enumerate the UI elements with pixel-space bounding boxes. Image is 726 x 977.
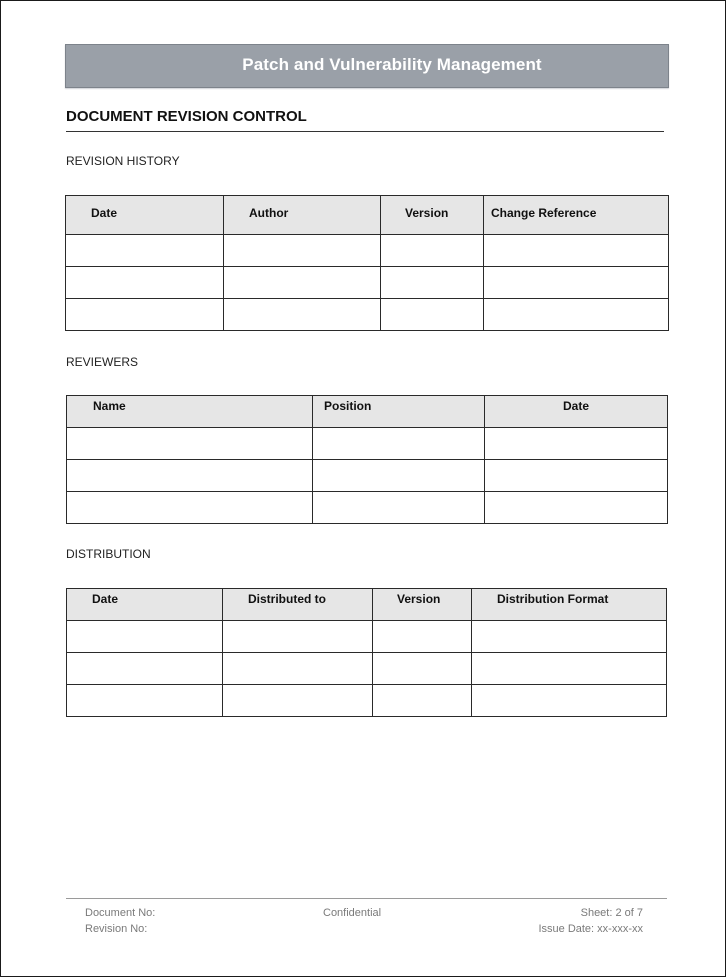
- reviewers-heading: REVIEWERS: [66, 355, 139, 369]
- table-cell[interactable]: [472, 621, 667, 653]
- reviewers-table: [66, 395, 668, 524]
- column-header-version: [381, 196, 484, 235]
- table-cell[interactable]: [485, 428, 668, 460]
- table-row: [66, 267, 669, 299]
- column-header-label: Date: [91, 206, 118, 220]
- table-row: [67, 460, 668, 492]
- table-cell[interactable]: [67, 653, 223, 685]
- table-cell[interactable]: [313, 428, 485, 460]
- column-header-label: Version: [397, 592, 441, 606]
- table-cell[interactable]: [381, 235, 484, 267]
- table-cell[interactable]: [67, 621, 223, 653]
- column-header-change-reference: [484, 196, 669, 235]
- table-cell[interactable]: [484, 235, 669, 267]
- table-cell[interactable]: [67, 685, 223, 717]
- column-header-author: [224, 196, 381, 235]
- table-cell[interactable]: [223, 653, 373, 685]
- table-cell[interactable]: [66, 299, 224, 331]
- table-cell[interactable]: [472, 653, 667, 685]
- table-cell[interactable]: [381, 299, 484, 331]
- table-cell[interactable]: [484, 299, 669, 331]
- table-cell[interactable]: [224, 299, 381, 331]
- section-title: DOCUMENT REVISION CONTROL: [66, 108, 307, 125]
- table-cell[interactable]: [373, 653, 472, 685]
- revision-history-table: [65, 195, 669, 331]
- table-cell[interactable]: [472, 685, 667, 717]
- table-cell[interactable]: [485, 460, 668, 492]
- column-header-label: Name: [93, 399, 126, 413]
- column-header-position: [313, 396, 485, 428]
- column-header-label: Date: [562, 399, 589, 413]
- table-row: [67, 492, 668, 524]
- footer-document-no: Document No:: [85, 907, 156, 919]
- column-header-date: [67, 589, 223, 621]
- table-cell[interactable]: [484, 267, 669, 299]
- table-row: [66, 235, 669, 267]
- footer-classification: Confidential: [323, 907, 382, 919]
- table-header-row: [67, 589, 667, 621]
- distribution-heading: DISTRIBUTION: [66, 547, 151, 561]
- column-header-label: Position: [324, 399, 372, 413]
- table-header-row: [67, 396, 668, 428]
- column-header-version: [373, 589, 472, 621]
- column-header-label: Date: [92, 592, 119, 606]
- table-cell[interactable]: [67, 428, 313, 460]
- column-header-date: [485, 396, 668, 428]
- table-cell[interactable]: [223, 685, 373, 717]
- table-row: [67, 621, 667, 653]
- distribution-table: [66, 588, 667, 717]
- title-banner: [65, 44, 669, 88]
- footer-revision-no: Revision No:: [85, 923, 148, 935]
- table-cell[interactable]: [381, 267, 484, 299]
- footer-issue-date: Issue Date: xx-xxx-xx: [538, 923, 643, 935]
- column-header-label: Change Reference: [491, 206, 597, 220]
- revision-history-heading: REVISION HISTORY: [66, 154, 180, 168]
- footer-divider: [66, 898, 667, 899]
- table-cell[interactable]: [66, 267, 224, 299]
- table-cell[interactable]: [67, 460, 313, 492]
- table-row: [67, 653, 667, 685]
- table-cell[interactable]: [223, 621, 373, 653]
- table-row: [67, 428, 668, 460]
- column-header-distributed-to: [223, 589, 373, 621]
- column-header-date: [66, 196, 224, 235]
- table-cell[interactable]: [224, 267, 381, 299]
- table-cell[interactable]: [373, 685, 472, 717]
- section-title-underline: [66, 131, 664, 132]
- table-header-row: [66, 196, 669, 235]
- table-row: [67, 685, 667, 717]
- table-cell[interactable]: [224, 235, 381, 267]
- table-cell[interactable]: [485, 492, 668, 524]
- footer-sheet: Sheet: 2 of 7: [580, 907, 643, 919]
- table-cell[interactable]: [66, 235, 224, 267]
- table-cell[interactable]: [67, 492, 313, 524]
- table-cell[interactable]: [373, 621, 472, 653]
- column-header-distribution-format: [472, 589, 667, 621]
- document-title: Patch and Vulnerability Management: [242, 55, 542, 74]
- table-row: [66, 299, 669, 331]
- column-header-label: Distributed to: [248, 592, 326, 606]
- column-header-label: Distribution Format: [497, 592, 609, 606]
- table-cell[interactable]: [313, 460, 485, 492]
- column-header-name: [67, 396, 313, 428]
- column-header-label: Version: [405, 206, 449, 220]
- table-cell[interactable]: [313, 492, 485, 524]
- column-header-label: Author: [249, 206, 289, 220]
